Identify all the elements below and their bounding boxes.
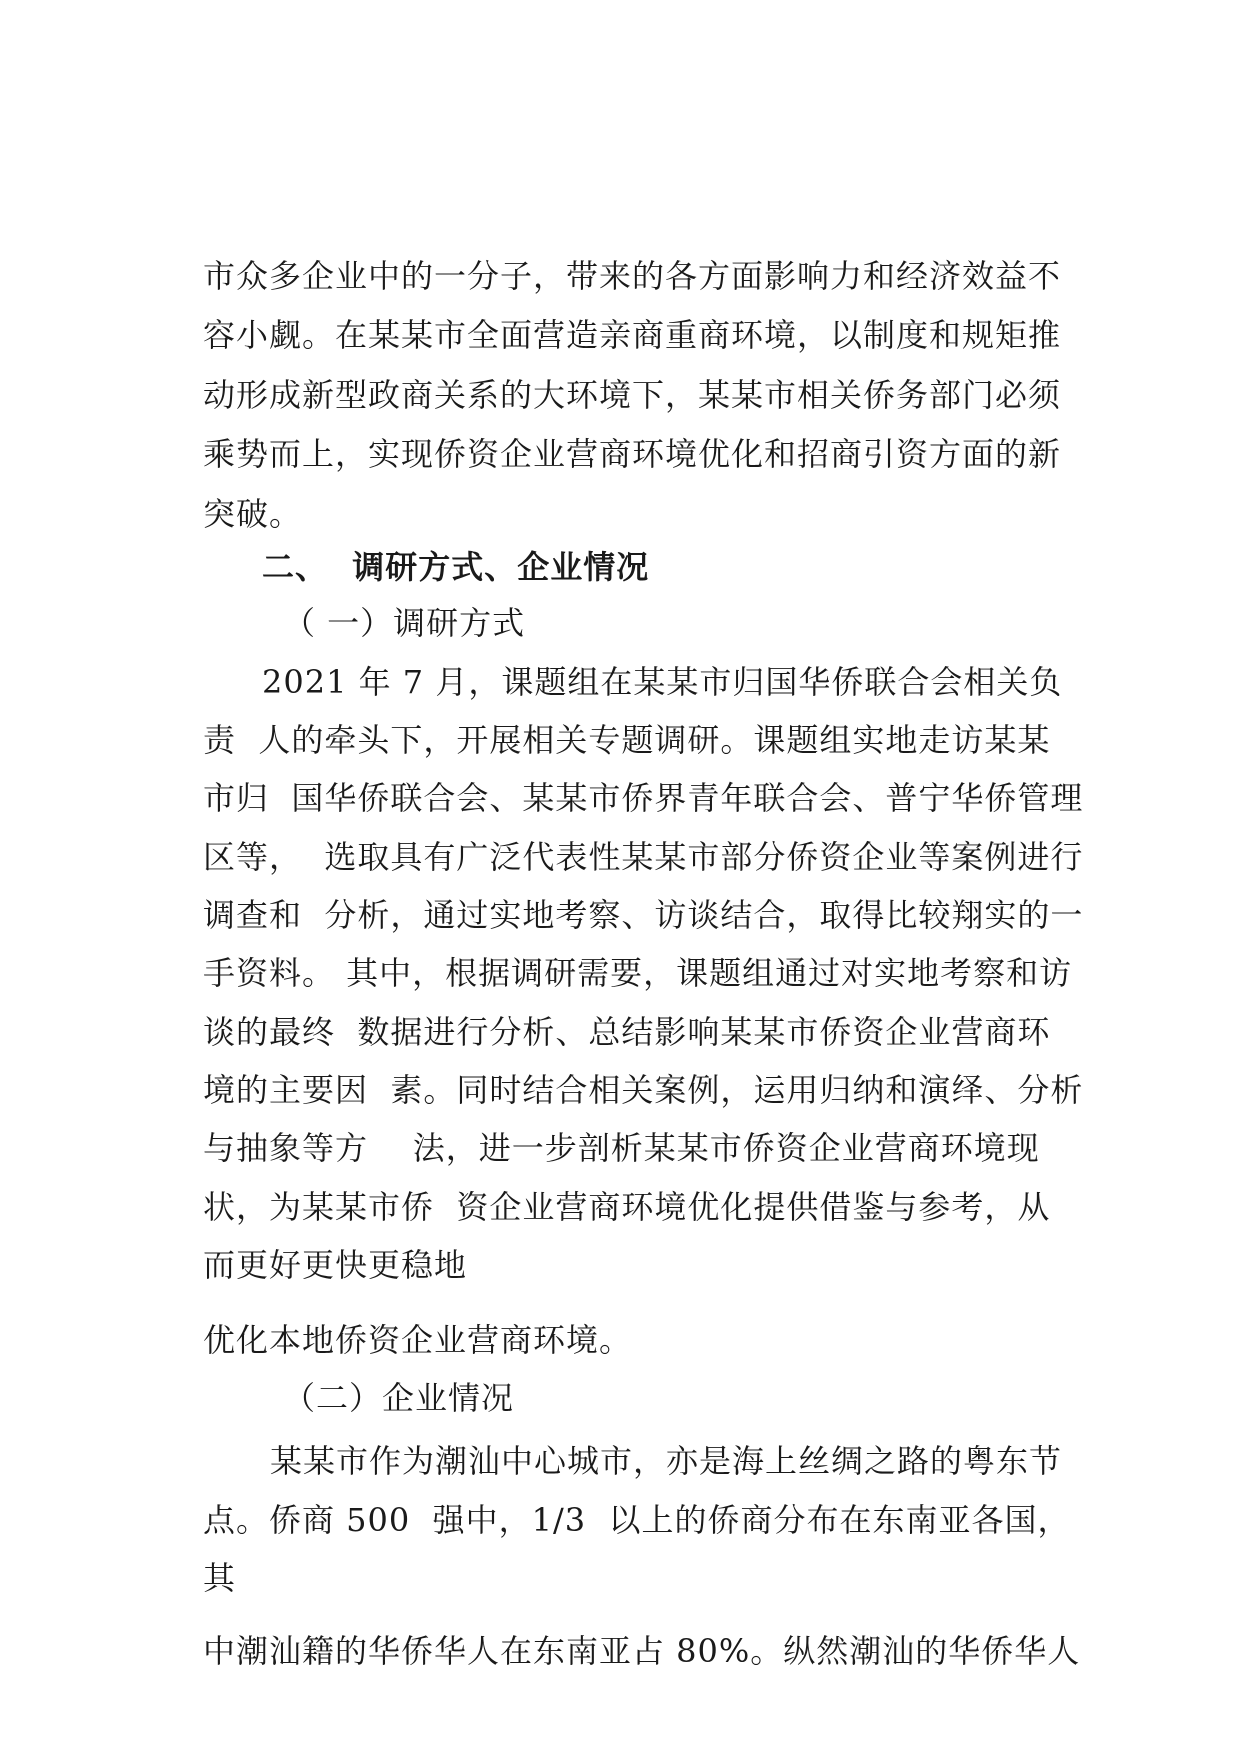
- body-line: 状，为某某市侨 资企业营商环境优化提供借鉴与参考，从: [203, 1188, 1051, 1226]
- body-line: 责 人的牵头下，开展相关专题调研。课题组实地走访某某: [203, 721, 1051, 759]
- body-line: 某某市作为潮汕中心城市，亦是海上丝绸之路的粤东节: [270, 1442, 1063, 1480]
- body-line: 区等， 选取具有广泛代表性某某市部分侨资企业等案例进行: [203, 838, 1084, 876]
- body-line: 调查和 分析，通过实地考察、访谈结合，取得比较翔实的一: [203, 896, 1084, 934]
- paragraph-intro-line: 乘势而上，实现侨资企业营商环境优化和招商引资方面的新: [203, 435, 1062, 473]
- paragraph-intro-line: 容小觑。在某某市全面营造亲商重商环境，以制度和规矩推: [203, 316, 1062, 354]
- paragraph-intro-line: 市众多企业中的一分子，带来的各方面影响力和经济效益不: [203, 257, 1062, 295]
- body-line: 而更好更快更稳地: [203, 1246, 468, 1284]
- body-line: 手资料。 其中，根据调研需要，课题组通过对实地考察和访: [203, 954, 1073, 992]
- body-line: 其: [203, 1559, 237, 1597]
- body-line: 境的主要因 素。同时结合相关案例，运用归纳和演绎、分析: [203, 1071, 1084, 1109]
- body-line: 优化本地侨资企业营商环境。: [203, 1321, 633, 1359]
- body-line: 点。侨商 500 强中，1/3 以上的侨商分布在东南亚各国，: [203, 1501, 1071, 1539]
- paragraph-intro-line: 突破。: [203, 495, 303, 533]
- subsection-title: （ 一）调研方式: [283, 604, 526, 642]
- body-line: 谈的最终 数据进行分析、总结影响某某市侨资企业营商环: [203, 1013, 1051, 1051]
- paragraph-intro-line: 动形成新型政商关系的大环境下，某某市相关侨务部门必须: [203, 376, 1062, 414]
- section-heading: 二、 调研方式、企业情况: [262, 548, 650, 586]
- subsection-title: （二）企业情况: [283, 1379, 515, 1417]
- body-line: 中潮汕籍的华侨华人在东南亚占 80%。纵然潮汕的华侨华人: [203, 1632, 1081, 1670]
- body-line: 与抽象等方 法，进一步剖析某某市侨资企业营商环境现: [203, 1129, 1040, 1167]
- body-line: 2021 年 7 月，课题组在某某市归国华侨联合会相关负: [262, 663, 1063, 701]
- body-line: 市归 国华侨联合会、某某市侨界青年联合会、普宁华侨管理: [203, 779, 1084, 817]
